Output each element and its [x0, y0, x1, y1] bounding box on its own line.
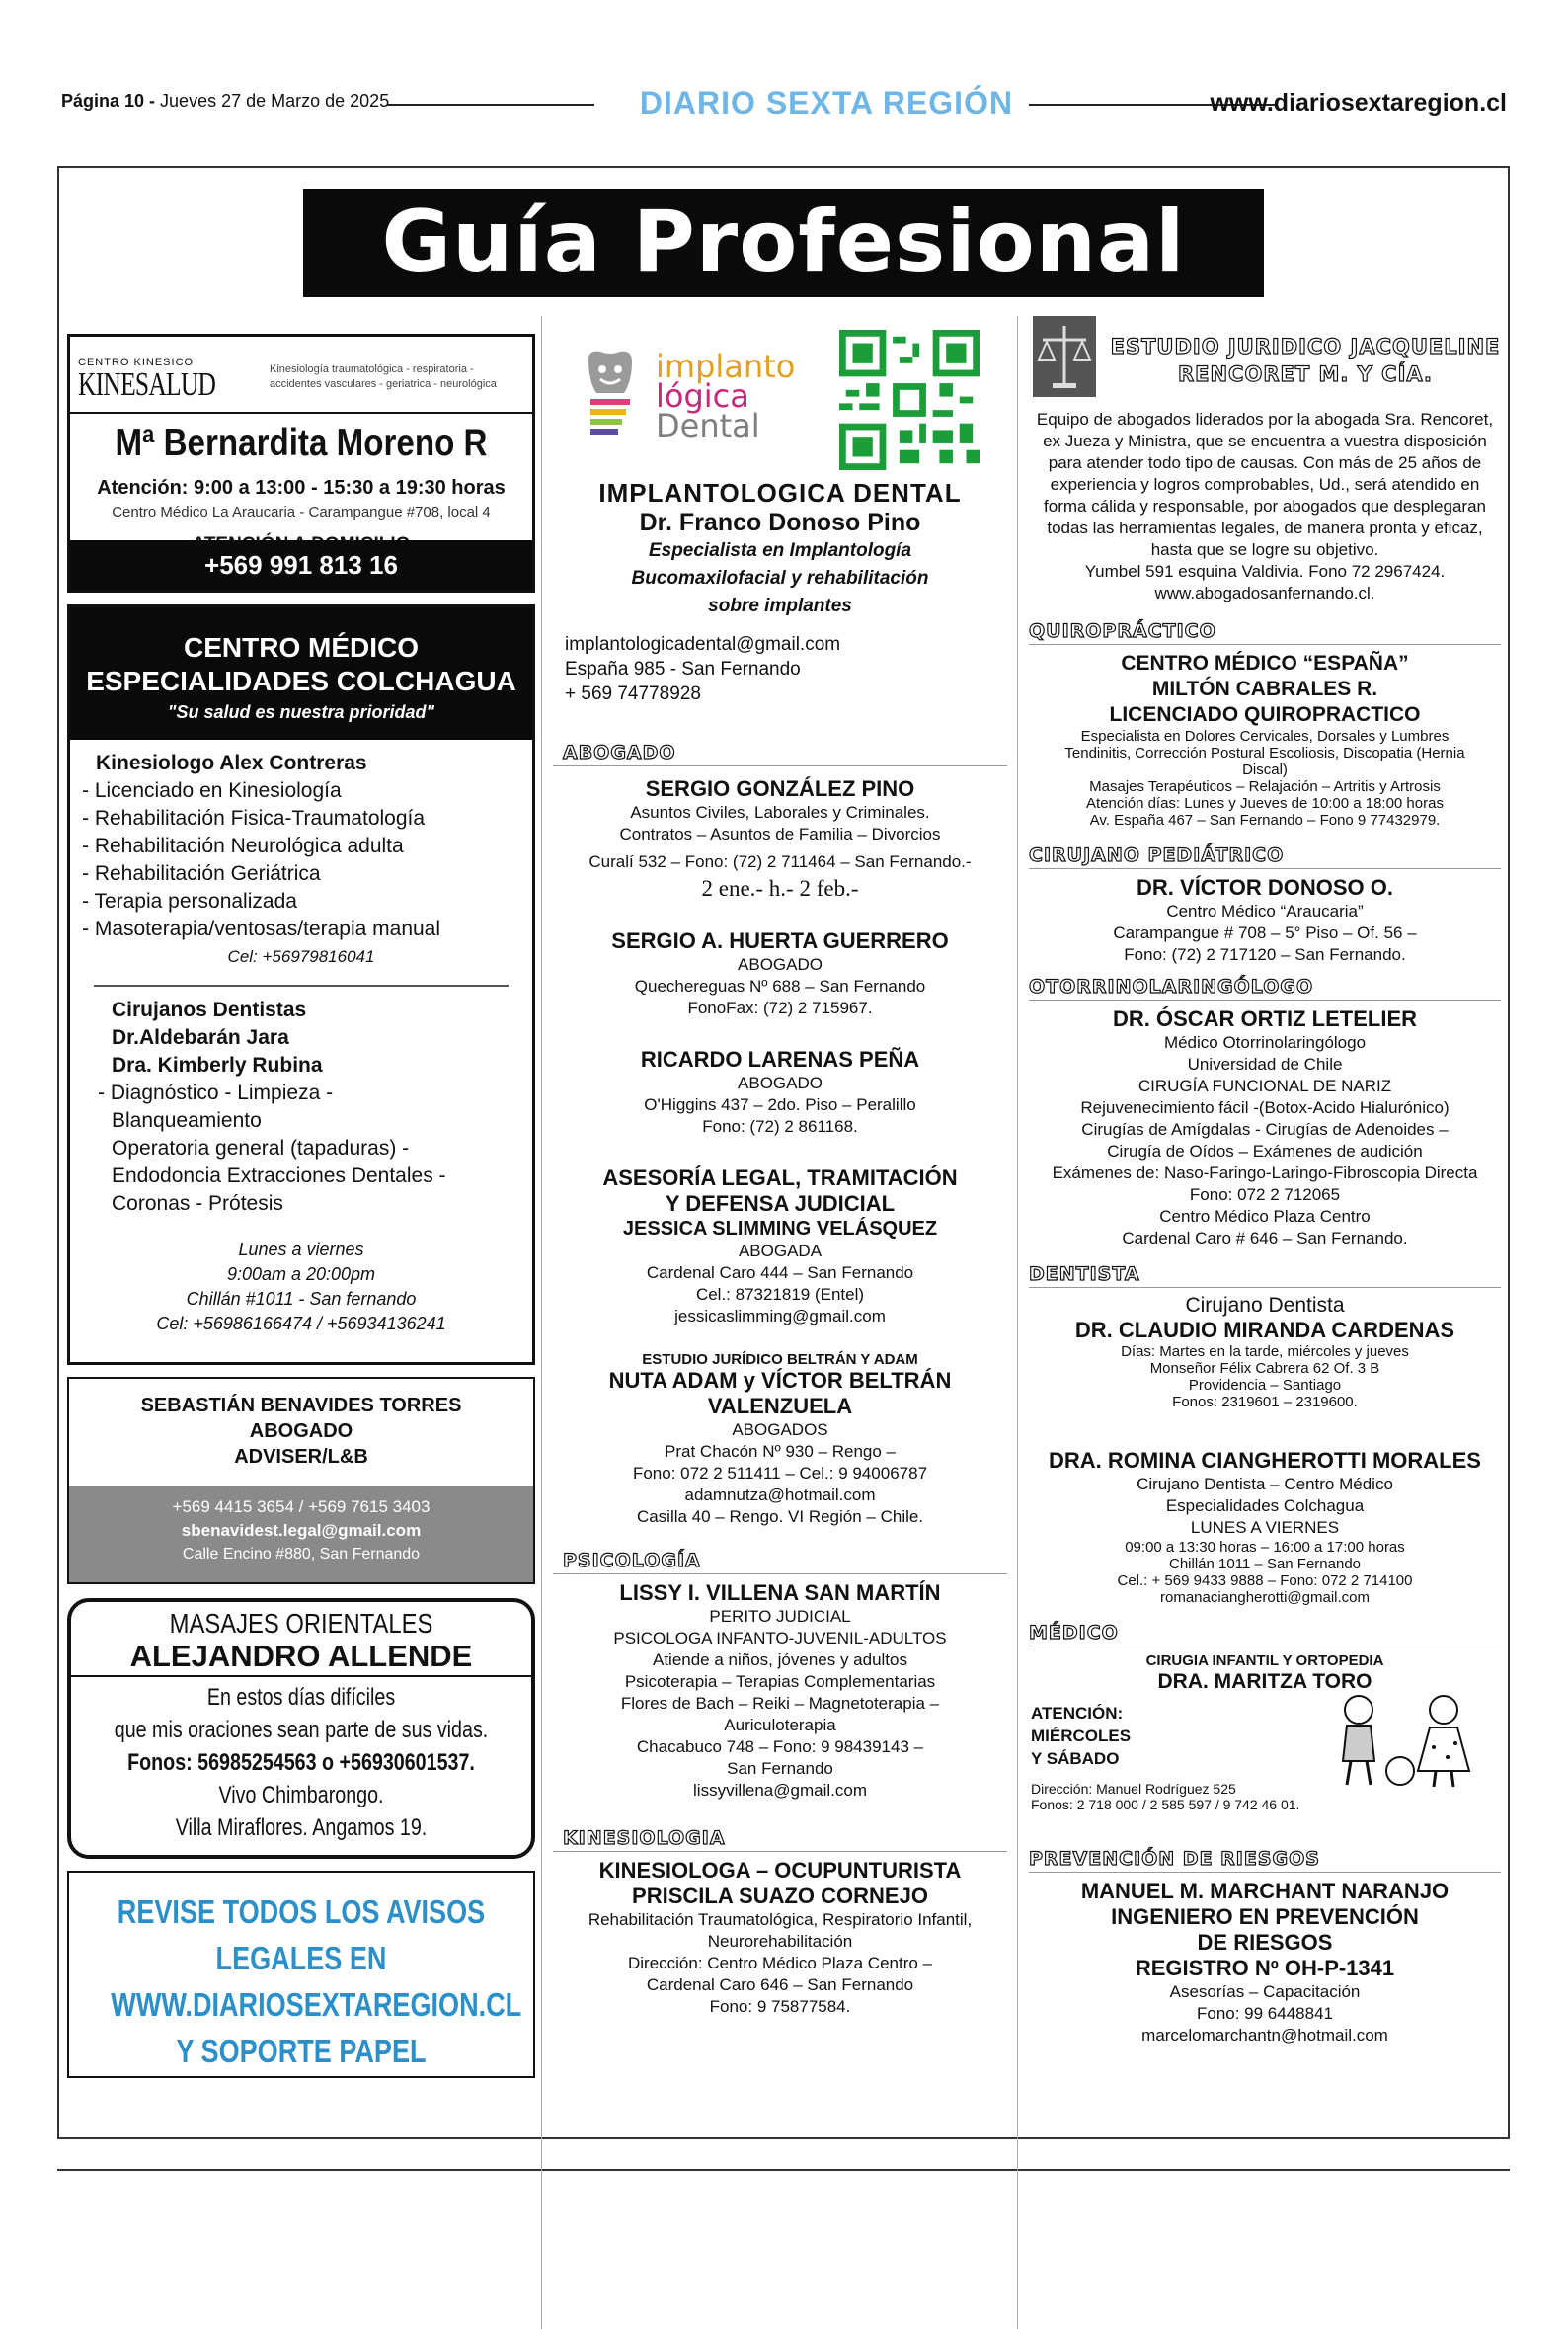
implanto-spec: Especialista en Implantología [648, 540, 912, 561]
lawyer-title: ASESORÍA LEGAL, TRAMITACIÓN [602, 1165, 958, 1190]
kinesalud-phone: +569 991 813 16 [70, 540, 532, 590]
prev-line: Asesorías – Capacitación [1169, 1982, 1361, 2001]
kinesalud-logo-small: CENTRO KINESICO [78, 357, 195, 368]
psych-line: Atiende a niños, jóvenes y adultos [652, 1650, 907, 1669]
list-item: - Masoterapia/ventosas/terapia manual [82, 916, 532, 943]
page-date: Jueves 27 de Marzo de 2025 [155, 91, 390, 111]
lawyer-line: Contratos – Asuntos de Familia – Divorcios [619, 825, 941, 843]
lawyer-name: JESSICA SLIMMING VELÁSQUEZ [622, 1218, 938, 1240]
ped-line: Centro Médico “Araucaria” [1166, 902, 1364, 921]
quiro-name: MILTÓN CABRALES R. [1151, 678, 1378, 700]
benavides-address: Calle Encino #880, San Fernando [182, 1546, 421, 1563]
benavides-name: SEBASTIÁN BENAVIDES TORRES [140, 1395, 462, 1416]
prev-email[interactable]: marcelomarchantn@hotmail.com [1141, 2026, 1388, 2045]
otorrino-line: Centro Médico Plaza Centro [1159, 1207, 1371, 1226]
newspaper-url[interactable]: www.diariosextaregion.cl [1210, 89, 1507, 117]
otorrino-line: Cirugías de Amígdalas - Cirugías de Adenoides – [1081, 1120, 1449, 1139]
kine-name: PRISCILA SUAZO CORNEJO [632, 1884, 928, 1908]
kine-line: Rehabilitación Traumatológica, Respiratorio Infantil, [588, 1910, 973, 1929]
otorrino-name: DR. ÓSCAR ORTIZ LETELIER [1113, 1006, 1417, 1031]
lawyer-line: ABOGADO [738, 1074, 823, 1092]
dent-item: Coronas - Prótesis [112, 1192, 283, 1215]
psych-name: LISSY I. VILLENA SAN MARTÍN [619, 1580, 941, 1605]
page-info [61, 91, 389, 112]
tooth-logo-icon [581, 348, 640, 439]
psych-line: San Fernando [727, 1759, 833, 1778]
kinesalud-tagline: Kinesiología traumatológica - respiratoria - accidentes vasculares - geriatrica - neurológica [270, 363, 497, 390]
prev-register: REGISTRO Nº OH-P-1341 [1135, 1956, 1395, 1980]
lawyer-line: O'Higgins 437 – 2do. Piso – Peralillo [644, 1095, 916, 1114]
kinesalud-hours: Atención: 9:00 a 13:00 - 15:30 a 19:30 horas [97, 477, 506, 499]
prev-line: Fono: 99 6448841 [1196, 2004, 1333, 2023]
section-heading-pediatrico: CIRUJANO PEDIÁTRICO [1029, 844, 1501, 869]
otorrino-line: Cardenal Caro # 646 – San Fernando. [1122, 1229, 1408, 1247]
dentist-name: DR. CLAUDIO MIRANDA CARDENAS [1074, 1318, 1455, 1342]
dentist-line: Fonos: 2319601 – 2319600. [1172, 1394, 1358, 1410]
avisos-line: Y SOPORTE PAPEL [176, 2033, 427, 2069]
lawyer-line: FonoFax: (72) 2 715967. [687, 999, 873, 1017]
column-divider [541, 316, 542, 2329]
lawyer-name: SERGIO A. HUERTA GUERRERO [611, 928, 949, 953]
quiro-line: Especialista en Dolores Cervicales, Dorsales y Lumbres [1080, 728, 1450, 745]
implanto-spec: sobre implantes [708, 596, 852, 616]
avisos-line: REVISE TODOS LOS AVISOS [117, 1893, 486, 1930]
lawyer-line: Asuntos Civiles, Laborales y Criminales. [630, 803, 930, 822]
medico-attention: ATENCIÓN: [1031, 1704, 1124, 1723]
psych-line: PERITO JUDICIAL [709, 1607, 851, 1626]
implanto-address: España 985 - San Fernando [565, 659, 801, 680]
lawyer-line: Cel.: 87321819 (Entel) [695, 1285, 865, 1304]
dent-item: Endodoncia Extracciones Dentales - [112, 1164, 446, 1187]
section-heading-dentista: DENTISTA [1029, 1263, 1501, 1288]
page-header [61, 85, 1507, 124]
dent-item: Operatoria general (tapaduras) - [112, 1137, 410, 1160]
newspaper-brand: DIARIO SEXTA REGIÓN [639, 85, 1014, 120]
lawyer-line: Casilla 40 – Rengo. VI Región – Chile. [636, 1507, 924, 1526]
lawyer-small-title: ESTUDIO JURÍDICO BELTRÁN Y ADAM [642, 1351, 918, 1368]
divider [387, 104, 594, 106]
psych-line: Auriculoterapia [724, 1716, 836, 1734]
kine-title: KINESIOLOGA – OCUPUNTURISTA [598, 1858, 962, 1883]
quiro-line: Masajes Terapéuticos – Relajación – Artritis y Artrosis [1089, 778, 1441, 795]
justice-scales-icon [1033, 316, 1096, 397]
benavides-title: ABOGADO [249, 1420, 353, 1442]
masajes-address: Villa Miraflores. Angamos 19. [175, 1814, 428, 1841]
implanto-logo-3: Dental [656, 407, 760, 444]
ped-name: DR. VÍCTOR DONOSO O. [1137, 875, 1393, 900]
colchagua-title1: CENTRO MÉDICO [184, 632, 419, 663]
lawyer-title: Y DEFENSA JUDICIAL [665, 1191, 896, 1216]
psych-line: PSICOLOGA INFANTO-JUVENIL-ADULTOS [613, 1629, 947, 1647]
masajes-line: Vivo Chimbarongo. [218, 1782, 384, 1808]
implanto-phone: + 569 74778928 [565, 683, 701, 704]
estudio-header [1029, 316, 1501, 405]
estudio-title1: ESTUDIO JURIDICO JACQUELINE [1110, 335, 1501, 359]
section-heading-psicologia: PSICOLOGÍA [553, 1550, 1007, 1574]
children-illustration-icon [1317, 1688, 1487, 1791]
kine-line: Fono: 9 75877584. [709, 1997, 851, 2016]
psych-email[interactable]: lissyvillena@gmail.com [693, 1781, 867, 1800]
lawyer-name: NUTA ADAM y VÍCTOR BELTRÁN [608, 1368, 952, 1393]
ped-line: Carampangue # 708 – 5° Piso – Of. 56 – [1113, 924, 1417, 942]
quiro-line: Discal) [1242, 762, 1288, 778]
colchagua-title2: ESPECIALIDADES COLCHAGUA [86, 666, 516, 696]
lawyer-line: ABOGADO [738, 955, 823, 974]
lawyer-email[interactable]: adamnutza@hotmail.com [684, 1486, 876, 1504]
dentist-email[interactable]: romanaciangherotti@gmail.com [1160, 1589, 1370, 1606]
dentist-line: Especialidades Colchagua [1165, 1496, 1365, 1515]
list-item: - Terapia personalizada [82, 888, 532, 916]
implanto-doctor: Dr. Franco Donoso Pino [639, 509, 921, 536]
kinesalud-logo: KINESALUD [78, 366, 216, 403]
section-heading-abogado: ABOGADO [553, 742, 1007, 766]
medico-ad [1029, 1652, 1501, 1816]
colchagua-slogan: "Su salud es nuestra prioridad" [167, 702, 435, 722]
schedule-address: Chillán #1011 - San fernando [186, 1289, 417, 1309]
prev-name: MANUEL M. MARCHANT NARANJO [1080, 1879, 1450, 1903]
dentist-line: Cel.: + 569 9433 9888 – Fono: 072 2 714100 [1117, 1572, 1413, 1589]
dentist-line: Chillán 1011 – San Fernando [1168, 1556, 1362, 1572]
otorrino-line: Rejuvenecimiento fácil -(Botox-Acido Hialurónico) [1080, 1098, 1450, 1117]
masajes-line: En estos días difíciles [206, 1684, 396, 1711]
dentist-line: Cirujano Dentista – Centro Médico [1137, 1475, 1393, 1493]
kine-line: Cardenal Caro 646 – San Fernando [646, 1975, 914, 1994]
lawyer-line: ABOGADA [738, 1242, 823, 1260]
list-item: - Licenciado en Kinesiología [82, 777, 532, 805]
masajes-phones: Fonos: 56985254563 o +56930601537. [127, 1749, 475, 1776]
quiro-line: Atención días: Lunes y Jueves de 10:00 a 18:00 horas [1086, 795, 1444, 812]
schedule-hours: 9:00am a 20:00pm [226, 1264, 376, 1284]
prev-title: DE RIESGOS [1197, 1930, 1333, 1955]
left-column [67, 316, 535, 2078]
qr-code-icon[interactable] [839, 330, 980, 470]
kinesalud-address: Centro Médico La Araucaria - Carampangue #708, local 4 [112, 504, 491, 521]
estudio-web[interactable]: www.abogadosanfernando.cl. [1154, 584, 1375, 602]
medico-title: CIRUGIA INFANTIL Y ORTOPEDIA [1145, 1652, 1384, 1669]
dentist-line: Días: Martes en la tarde, miércoles y jueves [1121, 1343, 1409, 1360]
kinesalud-ad [67, 334, 535, 593]
dentist-line: 09:00 a 13:30 horas – 16:00 a 17:00 horas [1125, 1539, 1405, 1556]
psych-line: Flores de Bach – Reiki – Magnetoterapia – [620, 1694, 940, 1713]
masajes-line: que mis oraciones sean parte de sus vidas. [114, 1717, 489, 1743]
dent-2: Dra. Kimberly Rubina [112, 1054, 323, 1077]
otorrino-line: Cirugía de Oídos – Exámenes de audición [1107, 1142, 1423, 1161]
medico-name: DRA. MARITZA TORO [1157, 1670, 1372, 1693]
lawyer-name: SERGIO GONZÁLEZ PINO [645, 776, 915, 801]
lawyer-line: Cardenal Caro 444 – San Fernando [646, 1263, 914, 1282]
implanto-title: IMPLANTOLOGICA DENTAL [598, 478, 962, 508]
section-heading-prevencion: PREVENCIÓN DE RIESGOS [1029, 1848, 1501, 1873]
schedule-days: Lunes a viernes [238, 1240, 364, 1259]
implanto-logo-area [553, 316, 1007, 454]
lawyer-line: 2 ene.- h.- 2 feb.- [701, 876, 859, 901]
benavides-email[interactable]: sbenavidest.legal@gmail.com [181, 1521, 422, 1540]
right-column [1029, 316, 1501, 2047]
dentist-pre: Cirujano Dentista [1185, 1294, 1345, 1317]
medico-phones: Fonos: 2 718 000 / 2 585 597 / 9 742 46 01. [1031, 1797, 1300, 1812]
list-item: - Rehabilitación Geriátrica [82, 860, 532, 888]
avisos-line: LEGALES EN [215, 1940, 387, 1976]
dentist-line: Monseñor Félix Cabrera 62 Of. 3 B [1149, 1360, 1380, 1377]
implanto-spec: Bucomaxilofacial y rehabilitación [631, 568, 929, 589]
bottom-rule [57, 2169, 1510, 2171]
medico-address: Dirección: Manuel Rodríguez 525 [1031, 1781, 1236, 1797]
kinesalud-name: Mª Bernardita Moreno R [115, 422, 488, 464]
implanto-email[interactable]: implantologicadental@gmail.com [565, 634, 841, 655]
quiro-line: Tendinitis, Corrección Postural Escoliosis, Discopatia (Hernia [1064, 745, 1465, 762]
dent-item: Blanqueamiento [112, 1109, 262, 1132]
dent-title: Cirujanos Dentistas [112, 999, 307, 1021]
medico-attention: MIÉRCOLES [1031, 1727, 1132, 1745]
estudio-body: Equipo de abogados liderados por la abogada Sra. Rencoret, ex Jueza y Ministra, que se encuentra a vuestra disposición para atender todo tipo de causas. Con más de 25 años de experiencia y logros comprobables, Ud., será atendido en forma cálida y responsable, por abogados que desplegaran todas las herramientas legales, de manera pronta y eficaz, hasta que se logre su objetivo. [1036, 410, 1494, 559]
otorrino-line: Universidad de Chile [1187, 1055, 1343, 1074]
lawyer-line: ABOGADOS [732, 1420, 828, 1439]
lawyer-line: Fono: 072 2 511411 – Cel.: 9 94006787 [632, 1464, 928, 1483]
lawyer-line: Curalí 532 – Fono: (72) 2 711464 – San Fernando.- [588, 852, 972, 871]
quiro-title: CENTRO MÉDICO “ESPAÑA” [1121, 652, 1409, 675]
benavides-phones: +569 4415 3654 / +569 7615 3403 [172, 1497, 431, 1516]
page-number: Página 10 - [61, 91, 156, 111]
benavides-ad [67, 1377, 535, 1584]
kine-cel: Cel: +56979816041 [227, 947, 375, 966]
otorrino-line: Médico Otorrinolaringólogo [1163, 1033, 1367, 1052]
colchagua-ad: CENTRO MÉDICO ESPECIALIDADES COLCHAGUA "Su salud es nuestra prioridad" Kinesiologo Alex Contreras - Licenciado en Kinesiología - Rehabilitación Fisica-Traumatología - Rehabilitación Neurológica adulta - Rehabilitación Geriátrica - Terapia personalizada - Masoterapia/ventosas/terapia manual Cel: +56979816041 Cirujanos Dentistas Dr.Aldebarán Jara Dra. Kimberly Rubina - Diagnóstico - Limpieza - Blanqueamiento Operatoria general (tapaduras) - Endodoncia Extracciones Dentales - Coronas - Prótesis Lunes a viernes 9:00am a 20:00pm Chillán #1011 - San fernando Cel: +56986166474 / +56934136241 [67, 604, 535, 1365]
quiro-line: Av. España 467 – San Fernando – Fono 9 77432979. [1089, 812, 1441, 829]
section-banner: Guía Profesional [303, 189, 1264, 297]
psych-line: Chacabuco 748 – Fono: 9 98439143 – [636, 1737, 924, 1756]
section-heading-kinesiologia: KINESIOLOGIA [553, 1827, 1007, 1852]
section-heading-quiropractico: QUIROPRÁCTICO [1029, 620, 1501, 645]
ped-line: Fono: (72) 2 717120 – San Fernando. [1124, 945, 1406, 964]
medico-attention: Y SÁBADO [1031, 1749, 1120, 1768]
psych-line: Psicoterapia – Terapias Complementarias [624, 1672, 936, 1691]
lawyer-line: Prat Chacón Nº 930 – Rengo – [665, 1442, 896, 1461]
implanto-logo-1: implanto [656, 348, 796, 385]
dent-item: Diagnóstico - Limpieza - [110, 1082, 334, 1104]
lawyer-line: Quechereguas Nº 688 – San Fernando [634, 977, 926, 996]
section-heading-medico: MÉDICO [1029, 1622, 1501, 1646]
dentist-line: Providencia – Santiago [1188, 1377, 1342, 1394]
dentist-name: DRA. ROMINA CIANGHEROTTI MORALES [1049, 1448, 1481, 1473]
masajes-ad [67, 1598, 535, 1859]
estudio-address: Yumbel 591 esquina Valdivia. Fono 72 2967424. [1084, 562, 1446, 581]
masajes-title: MASAJES ORIENTALES [169, 1608, 433, 1639]
avisos-url[interactable]: WWW.DIARIOSEXTAREGION.CL [111, 1986, 522, 2023]
otorrino-line: Exámenes de: Naso-Faringo-Laringo-Fibroscopia Directa [1052, 1164, 1478, 1182]
lawyer-email[interactable]: jessicaslimming@gmail.com [674, 1307, 886, 1325]
list-item: - Rehabilitación Neurológica adulta [82, 833, 532, 860]
middle-column [553, 316, 1007, 2018]
kine-services [82, 777, 532, 943]
lawyer-name: VALENZUELA [707, 1394, 853, 1418]
prev-title: INGENIERO EN PREVENCIÓN [1111, 1904, 1419, 1929]
schedule-phones: Cel: +56986166474 / +56934136241 [156, 1314, 446, 1333]
dent-1: Dr.Aldebarán Jara [112, 1026, 289, 1049]
implanto-logo-2: lógica [656, 377, 749, 415]
section-heading-otorrino: OTORRINOLARINGÓLOGO [1029, 976, 1501, 1001]
dentist-line: LUNES A VIERNES [1190, 1518, 1340, 1537]
benavides-firm: ADVISER/L&B [234, 1446, 368, 1468]
kine-name: Kinesiologo Alex Contreras [96, 752, 367, 774]
estudio-title2: RENCORET M. Y CÍA. [1177, 362, 1434, 386]
kine-line: Dirección: Centro Médico Plaza Centro – [627, 1954, 933, 1972]
avisos-legales-ad [67, 1871, 535, 2078]
otorrino-line: CIRUGÍA FUNCIONAL DE NARIZ [1137, 1077, 1392, 1095]
masajes-name: ALEJANDRO ALLENDE [129, 1639, 473, 1673]
quiro-title: LICENCIADO QUIROPRACTICO [1109, 703, 1421, 726]
otorrino-line: Fono: 072 2 712065 [1189, 1185, 1341, 1204]
kine-line: Neurorehabilitación [707, 1932, 853, 1951]
list-item: - Rehabilitación Fisica-Traumatología [82, 805, 532, 833]
column-divider [1017, 316, 1018, 2329]
lawyer-line: Fono: (72) 2 861168. [702, 1117, 858, 1136]
lawyer-name: RICARDO LARENAS PEÑA [640, 1047, 920, 1072]
